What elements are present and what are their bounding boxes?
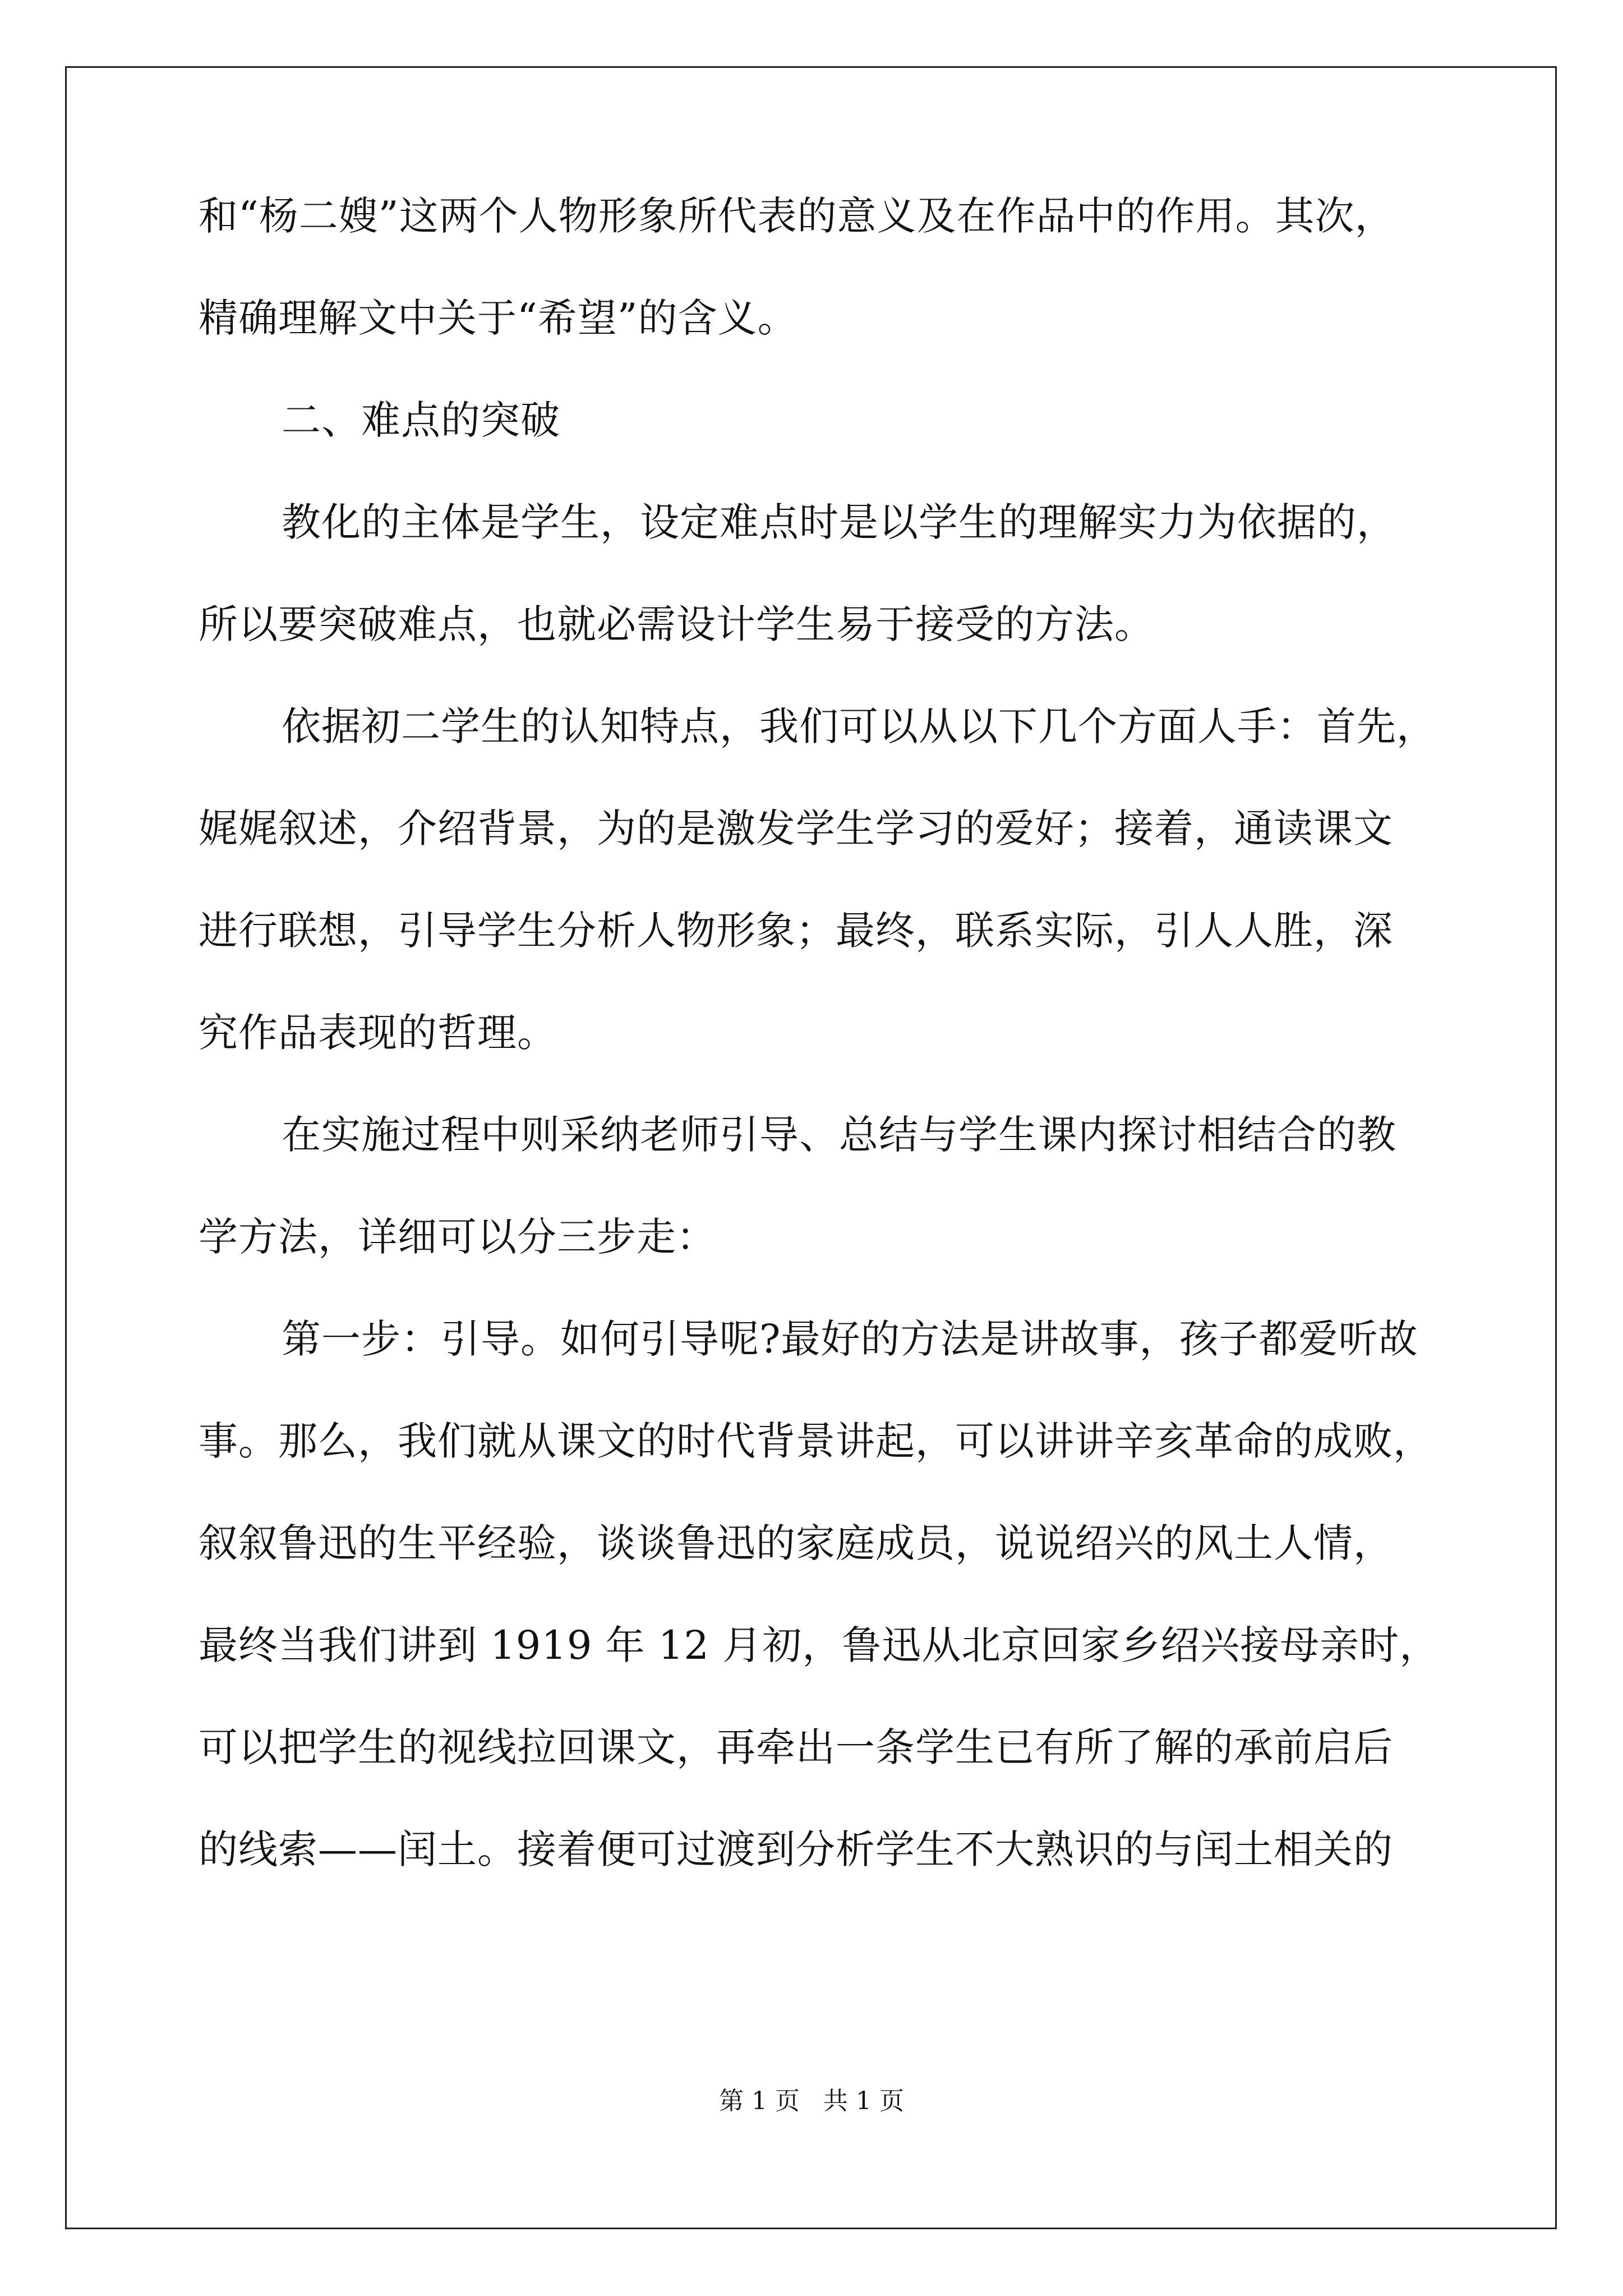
text-line: 和“杨二嫂”这两个人物形象所代表的意义及在作品中的作用。其次， [199, 193, 1395, 239]
text-line: 学方法，详细可以分三步走： [199, 1214, 716, 1260]
text-line: 依据初二学生的认知特点，我们可以从以下几个方面人手：首先， [282, 703, 1436, 749]
page-number: 第 1 页 [719, 2087, 800, 2115]
text-line: 的线索——闰土。接着便可过渡到分析学生不大熟识的与闰土相关的 [199, 1826, 1393, 1872]
text-line: 最终当我们讲到 1919 年 12 月初，鲁迅从北京回家乡绍兴接母亲时， [199, 1622, 1440, 1668]
text-line: 事。那么，我们就从课文的时代背景讲起，可以讲讲辛亥革命的成败， [199, 1418, 1433, 1464]
text-line: 娓娓叙述，介绍背景，为的是激发学生学习的爱好；接着，通读课文 [199, 806, 1393, 852]
page-footer [0, 2085, 1623, 2118]
page-total: 共 1 页 [823, 2087, 904, 2115]
text-line: 在实施过程中则采纳老师引导、总结与学生课内探讨相结合的教 [282, 1112, 1396, 1158]
section-heading: 二、难点的突破 [282, 397, 560, 443]
text-line: 第一步：引导。如何引导呢?最好的方法是讲故事，孩子都爱听故 [282, 1316, 1418, 1362]
text-line: 精确理解文中关于“希望”的含义。 [199, 295, 797, 341]
text-line: 叙叙鲁迅的生平经验，谈谈鲁迅的家庭成员，说说绍兴的风土人情， [199, 1520, 1393, 1566]
text-line: 可以把学生的视线拉回课文，再牵出一条学生已有所了解的承前启后 [199, 1724, 1393, 1770]
text-line: 教化的主体是学生，设定难点时是以学生的理解实力为依据的， [282, 499, 1396, 545]
text-line: 所以要突破难点，也就必需设计学生易于接受的方法。 [199, 601, 1154, 647]
text-line: 进行联想，引导学生分析人物形象；最终，联系实际，引人人胜，深 [199, 908, 1393, 954]
text-line: 究作品表现的哲理。 [199, 1010, 557, 1056]
